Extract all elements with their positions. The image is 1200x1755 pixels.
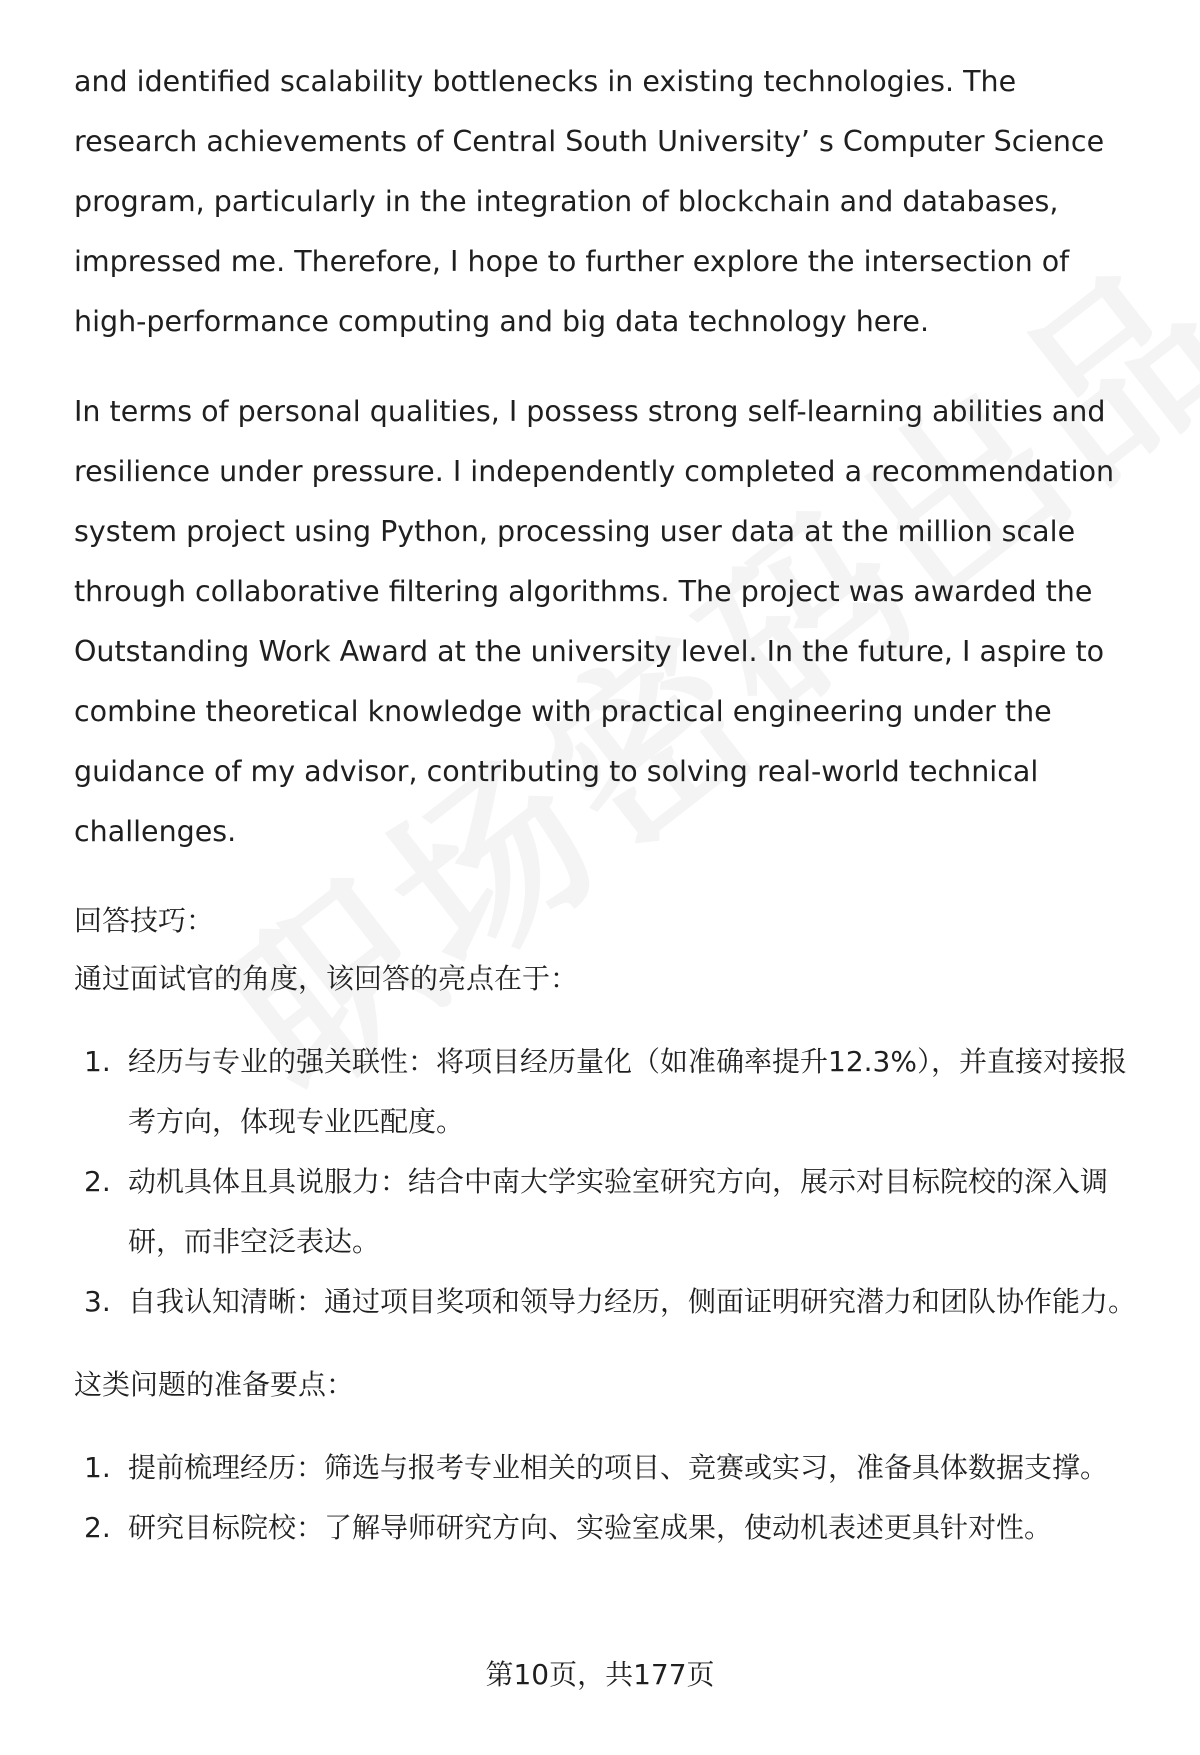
- list-item: [74, 1032, 1144, 1152]
- list-text: 自我认知清晰：通过项目奖项和领导力经历，侧面证明研究潜力和团队协作能力。: [128, 1285, 1137, 1318]
- list-number: 1.: [84, 1045, 111, 1078]
- prep-heading: 这类问题的准备要点：: [74, 1368, 355, 1401]
- list-number: 3.: [84, 1285, 111, 1318]
- list-text: 经历与专业的强关联性：将项目经历量化（如准确率提升12.3%），并直接对接报考方向，体现专业匹配度。: [128, 1045, 1127, 1138]
- list-text: 研究目标院校：了解导师研究方向、实验室成果，使动机表述更具针对性。: [128, 1511, 1053, 1544]
- list-text: 提前梳理经历：筛选与报考专业相关的项目、竞赛或实习，准备具体数据支撑。: [128, 1451, 1109, 1484]
- list-item: [74, 1272, 1144, 1332]
- list-number: 2.: [84, 1511, 111, 1544]
- paragraph-personal-qualities: In terms of personal qualities, I possess strong self-learning abilities and resilience under pressure. I independently completed a recommendation system project using Python, processing user data at the million scale through collaborative filtering algorithms. The project was awarded the Outstanding Work Award at the university level. In the future, I aspire to combine theoretical knowledge with practical engineering under the guidance of my advisor, contributing to solving real-world technical challenges.: [74, 395, 1115, 848]
- list-item: [74, 1438, 1144, 1498]
- list-text: 动机具体且具说服力：结合中南大学实验室研究方向，展示对目标院校的深入调研，而非空泛表达。: [128, 1165, 1109, 1258]
- list-number: 1.: [84, 1451, 111, 1484]
- prep-list: [74, 1438, 1144, 1558]
- tips-heading: 回答技巧：: [74, 904, 215, 937]
- paragraph-research-motivation: and identified scalability bottlenecks in existing technologies. The research achievements of Central South University’ s Computer Science program, particularly in the integration of blockchain and databases, impressed me. Therefore, I hope to further explore the intersection of high-performance computing and big data technology here.: [74, 65, 1105, 338]
- page-footer: 第10页，共177页: [485, 1658, 715, 1691]
- highlights-list: [74, 1032, 1144, 1332]
- list-item: [74, 1152, 1144, 1272]
- list-item: [74, 1498, 1144, 1558]
- tips-intro: 通过面试官的角度，该回答的亮点在于：: [74, 962, 579, 995]
- page-content: [74, 52, 1144, 1558]
- list-number: 2.: [84, 1165, 111, 1198]
